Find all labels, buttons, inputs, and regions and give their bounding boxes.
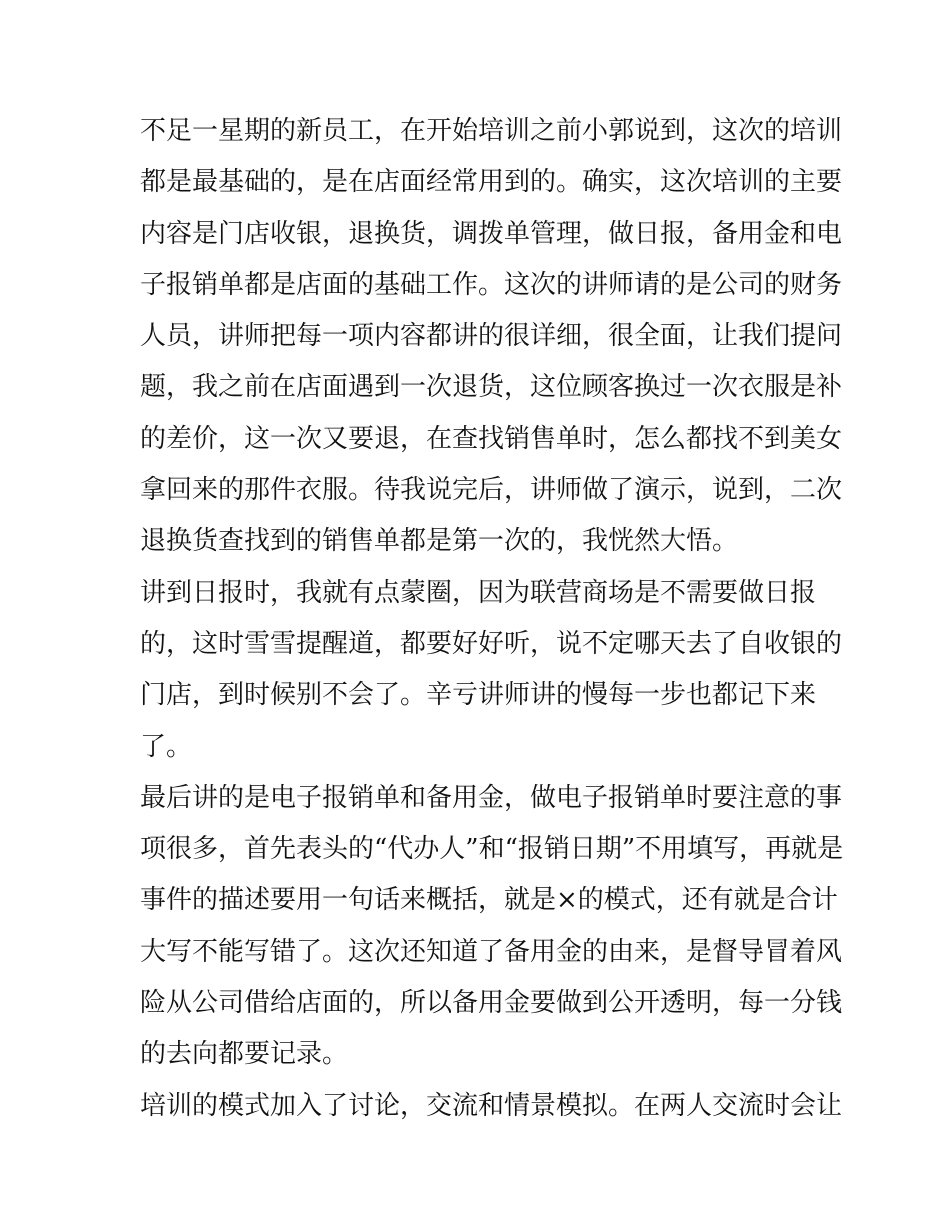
- text-line: 的去向都要记录。: [140, 1039, 349, 1070]
- text-line: 内容是门店收银，退换货，调拨单管理，做日报，备用金和电: [140, 218, 843, 249]
- text-line: 培训的模式加入了讨论，交流和情景模拟。在两人交流时会让: [140, 1090, 843, 1121]
- text-line: 题，我之前在店面遇到一次退货，这位顾客换过一次衣服是补: [140, 372, 843, 403]
- text-line: 退换货查找到的销售单都是第一次的，我恍然大悟。: [140, 526, 739, 557]
- text-line: 子报销单都是店面的基础工作。这次的讲师请的是公司的财务: [140, 269, 843, 300]
- text-line: 人员，讲师把每一项内容都讲的很详细，很全面，让我们提问: [140, 321, 843, 352]
- text-line: 项很多，首先表头的“代办人”和“报销日期”不用填写，再就是: [140, 834, 844, 865]
- text-line: 都是最基础的，是在店面经常用到的。确实，这次培训的主要: [140, 167, 843, 198]
- text-line: 险从公司借给店面的，所以备用金要做到公开透明，每一分钱: [140, 988, 843, 1019]
- text-line: 拿回来的那件衣服。待我说完后，讲师做了演示，说到，二次: [140, 475, 843, 506]
- text-line: 讲到日报时，我就有点蒙圈，因为联营商场是不需要做日报: [140, 577, 817, 608]
- text-line: 大写不能写错了。这次还知道了备用金的由来，是督导冒着风: [140, 936, 843, 967]
- text-line: 不足一星期的新员工，在开始培训之前小郭说到，这次的培训: [140, 116, 843, 146]
- text-line: 的，这时雪雪提醒道，都要好好听，说不定哪天去了自收银的: [140, 628, 843, 659]
- text-line: 了。: [140, 731, 193, 762]
- text-line: 最后讲的是电子报销单和备用金，做电子报销单时要注意的事: [140, 782, 843, 813]
- document-body: [140, 106, 844, 1132]
- text-line: 的差价，这一次又要退，在查找销售单时，怎么都找不到美女: [140, 423, 843, 454]
- text-line: 门店，到时候别不会了。辛亏讲师讲的慢每一步也都记下来: [140, 680, 817, 711]
- text-line: 事件的描述要用一句话来概括，就是×的模式，还有就是合计: [140, 885, 838, 916]
